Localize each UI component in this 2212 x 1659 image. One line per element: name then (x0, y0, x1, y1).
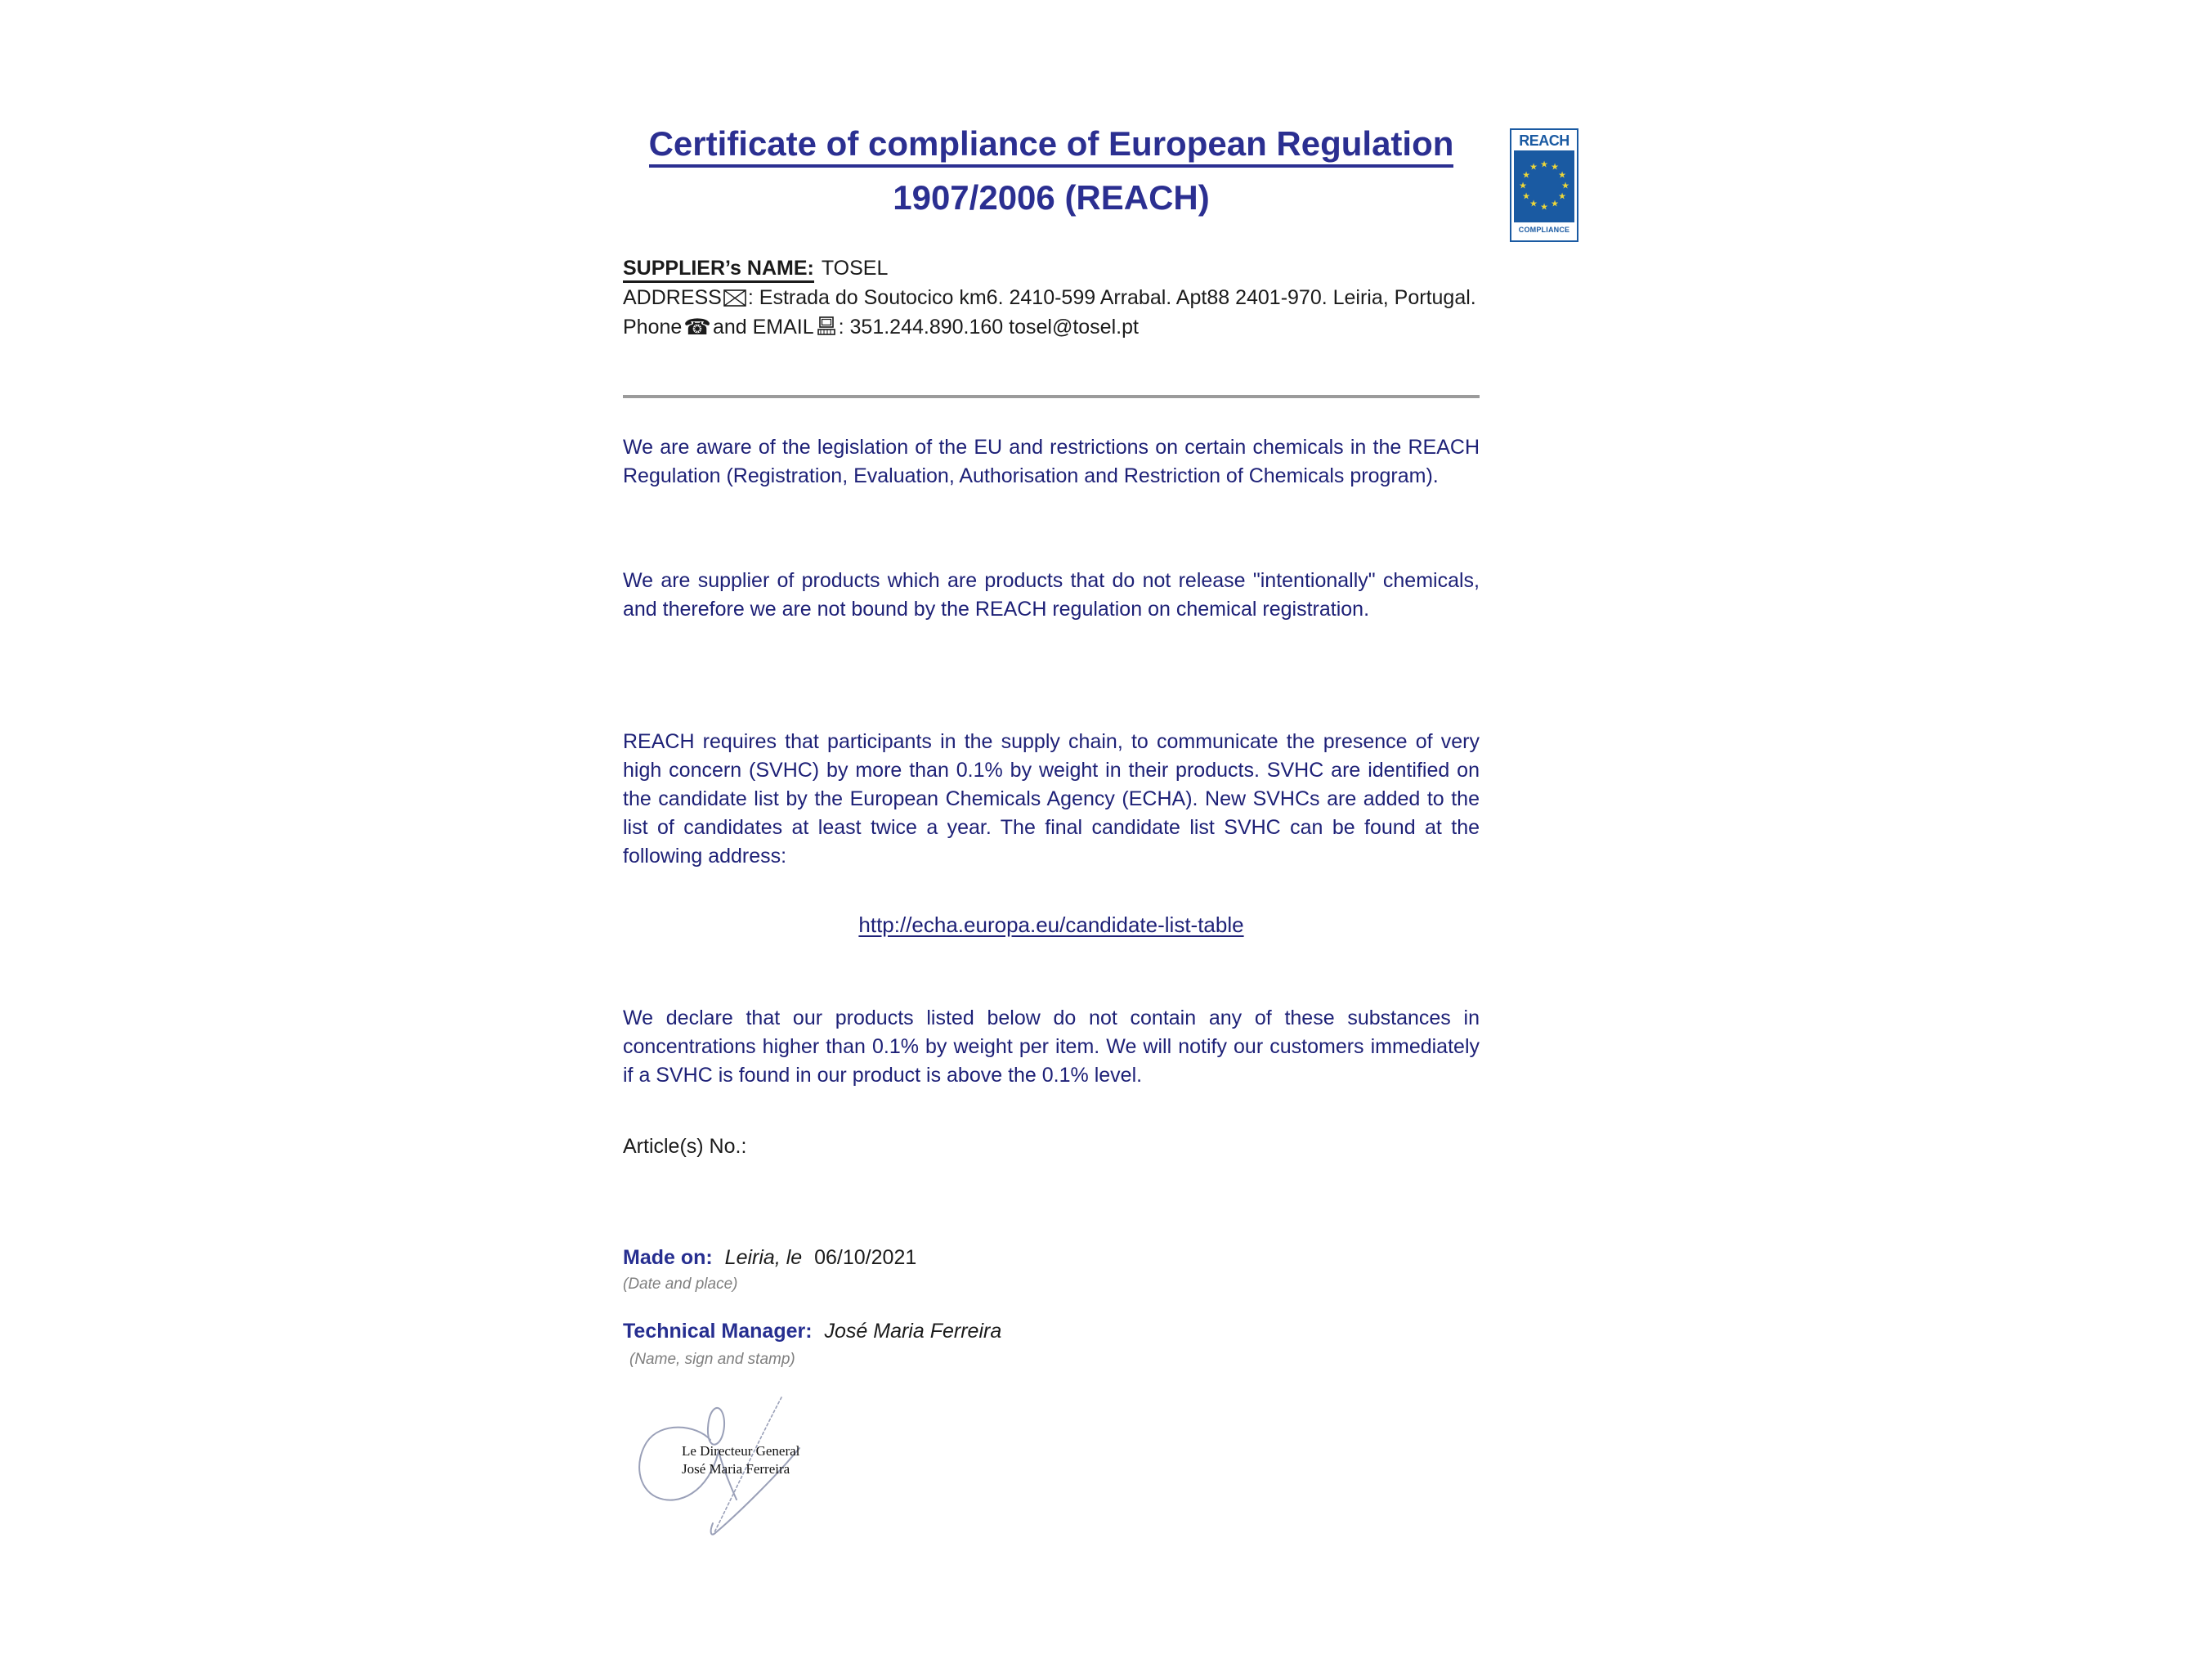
envelope-icon (723, 289, 746, 307)
address-value: : Estrada do Soutocico km6. 2410-599 Arrabal. Apt88 2401-970. Leiria, Portugal. (747, 286, 1476, 309)
eu-star-icon: ★ (1522, 170, 1530, 181)
eu-star-icon: ★ (1540, 202, 1548, 213)
candidate-list-link[interactable]: http://echa.europa.eu/candidate-list-table (858, 912, 1244, 937)
section-divider (623, 395, 1480, 398)
signature-block (629, 1359, 916, 1563)
eu-star-icon: ★ (1540, 159, 1548, 170)
date-place-note: (Date and place) (623, 1276, 738, 1293)
phone-icon: ☎ (683, 315, 711, 339)
reach-logo-text: REACH (1519, 132, 1569, 149)
article-number-label: Article(s) No.: (623, 1135, 747, 1158)
compliance-logo-text: COMPLIANCE (1518, 226, 1570, 234)
paragraph-eu-awareness: We are aware of the legislation of the EU and restrictions on certain chemicals in the REACH Regulation (Registration, Evaluation, Authorisation and Restriction of Chemicals program). (623, 436, 1480, 487)
supplier-info (623, 253, 1480, 342)
name-sign-stamp-note: (Name, sign and stamp) (629, 1351, 795, 1368)
email-label: and EMAIL (712, 316, 814, 339)
made-on-row (623, 1246, 916, 1270)
signature-name: José Maria Ferreira (682, 1461, 790, 1477)
document-title (623, 119, 1480, 221)
reach-compliance-logo (1510, 128, 1578, 242)
eu-star-icon: ★ (1529, 199, 1538, 209)
paragraph-svhc-requirement: REACH requires that participants in the supply chain, to communicate the presence of very high concern (SVHC) by more than 0.1% by weight in their products. SVHC are identified on the candidate list by the European Chemicals Agency (ECHA). New SVHCs are added to the list of candidates at least twice a year. The final candidate list SVHC can be found at the following address: (623, 730, 1480, 868)
made-on-date: 06/10/2021 (814, 1246, 917, 1269)
title-line-1: Certificate of compliance of European Regulation (649, 124, 1454, 168)
paragraph-declaration: We declare that our products listed below do not contain any of these substances in concentrations higher than 0.1% by weight per item. We will notify our customers immediately if a SVHC is found in our product is above the 0.1% level. (623, 1007, 1480, 1087)
eu-star-icon: ★ (1529, 162, 1538, 173)
signature-text (682, 1442, 799, 1478)
supplier-name-label: SUPPLIER’s NAME: (623, 257, 814, 283)
title-line-2: 1907/2006 (REACH) (893, 178, 1210, 217)
contact-value: : 351.244.890.160 tosel@tosel.pt (838, 316, 1139, 339)
address-label: ADDRESS (623, 286, 722, 309)
technical-manager-label: Technical Manager: (623, 1320, 813, 1343)
candidate-list-link-row (623, 912, 1480, 938)
eu-star-icon: ★ (1561, 181, 1569, 191)
eu-star-icon: ★ (1519, 181, 1527, 191)
eu-flag (1514, 150, 1574, 222)
eu-star-icon: ★ (1522, 191, 1530, 202)
technical-manager-name: José Maria Ferreira (824, 1320, 1002, 1343)
eu-star-icon: ★ (1558, 191, 1566, 202)
technical-manager-row (623, 1320, 1001, 1343)
signature-title: Le Directeur General (682, 1443, 800, 1459)
eu-star-icon: ★ (1551, 199, 1559, 209)
supplier-name-value: TOSEL (821, 257, 889, 280)
made-on-label: Made on: (623, 1246, 713, 1269)
made-on-place: Leiria, le (724, 1246, 803, 1269)
phone-label: Phone (623, 316, 683, 339)
eu-star-icon: ★ (1551, 162, 1559, 173)
eu-star-icon: ★ (1558, 170, 1566, 181)
paragraph-supplier-status: We are supplier of products which are products that do not release "intentionally" chemicals, and therefore we are not bound by the REACH regulation on chemical registration. (623, 569, 1480, 621)
computer-icon (816, 316, 837, 336)
